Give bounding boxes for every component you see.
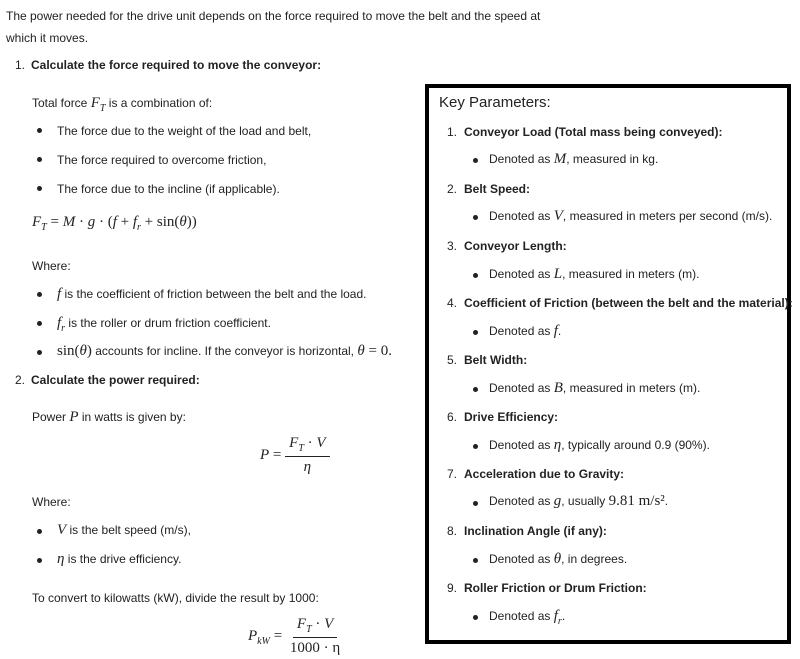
kp-label: Belt Speed: xyxy=(464,182,531,196)
kp-label: Conveyor Load (Total mass being conveyed): xyxy=(464,125,723,139)
step2-heading: Calculate the power required: xyxy=(31,373,200,387)
force-bullet-2: The force required to overcome friction, xyxy=(57,153,267,167)
intro-line-1: The power needed for the drive unit depends on the force required to move the belt and the speed at xyxy=(6,9,541,23)
where-f: f is the coefficient of friction between the belt and the load. xyxy=(57,286,367,302)
kp-desc: Denoted as V, measured in meters per second (m/s). xyxy=(489,208,773,224)
step1-where: Where: xyxy=(32,259,71,273)
kp-number: 4. xyxy=(447,296,458,310)
kp-number: 8. xyxy=(447,524,458,538)
bullet xyxy=(37,321,42,326)
kp-desc: Denoted as $f_r$. xyxy=(489,608,566,627)
kp-symbol-fr: $f_r$ xyxy=(553,608,562,627)
kp-number: 7. xyxy=(447,467,458,481)
kp-desc: Denoted as L, measured in meters (m). xyxy=(489,266,700,282)
kw-denominator: 1000 · η xyxy=(289,640,341,656)
bullet xyxy=(473,330,478,335)
kp-label: Inclination Angle (if any): xyxy=(464,524,607,538)
kp-desc: Denoted as M, measured in kg. xyxy=(489,151,659,167)
kp-label: Coefficient of Friction (between the belt and the material): xyxy=(464,296,793,310)
force-bullet-3: The force due to the incline (if applicable). xyxy=(57,182,280,196)
kp-label: Acceleration due to Gravity: xyxy=(464,467,625,481)
power-line: Power P in watts is given by: xyxy=(32,409,186,425)
symbol-ft: $F_T$ xyxy=(90,95,106,114)
force-formula: $F_T = M \cdot g \cdot (f + f_r + \sin(\theta))$ xyxy=(32,214,197,233)
kp-label: Belt Width: xyxy=(464,353,528,367)
total-force-pre: Total force xyxy=(32,96,88,110)
total-force-post: is a combination of: xyxy=(108,96,213,110)
step1-heading: Calculate the force required to move the conveyor: xyxy=(31,58,322,72)
bullet xyxy=(37,529,42,534)
kp-desc: Denoted as η, typically around 0.9 (90%). xyxy=(489,437,710,453)
kp-number: 2. xyxy=(447,182,458,196)
bullet xyxy=(473,558,478,563)
bullet xyxy=(473,387,478,392)
kp-label: Roller Friction or Drum Friction: xyxy=(464,581,647,595)
intro-line-2: which it moves. xyxy=(6,31,89,45)
kp-number: 6. xyxy=(447,410,458,424)
kp-label: Conveyor Length: xyxy=(464,239,567,253)
kp-number: 5. xyxy=(447,353,458,367)
bullet xyxy=(473,273,478,278)
kp-desc: Denoted as B, measured in meters (m). xyxy=(489,380,701,396)
where-v: V is the belt speed (m/s), xyxy=(57,522,191,538)
where-sin: sin(θ) accounts for incline. If the conveyor is horizontal, θ = 0. xyxy=(57,343,392,359)
kw-text: To convert to kilowatts (kW), divide the result by 1000: xyxy=(32,591,319,605)
kw-formula: $P_{kW}$ = $\frac{F_T \cdot V}{1000 \cdot \eta}$ xyxy=(248,616,344,657)
kp-desc: Denoted as f. xyxy=(489,323,562,339)
bullet xyxy=(473,444,478,449)
bullet xyxy=(37,350,42,355)
where-eta: η is the drive efficiency. xyxy=(57,551,182,567)
bullet xyxy=(37,292,42,297)
bullet xyxy=(473,501,478,506)
bullet xyxy=(37,186,42,191)
key-parameters-title: Key Parameters: xyxy=(439,94,551,111)
power-formula: P = $\frac{F_T \cdot V}{\eta}$ xyxy=(260,435,330,476)
bullet xyxy=(473,158,478,163)
total-force-line xyxy=(32,95,212,114)
bullet xyxy=(473,215,478,220)
kp-desc: Denoted as g, usually 9.81 m/s². xyxy=(489,493,669,509)
step2-number: 2. xyxy=(15,373,26,387)
force-bullet-1: The force due to the weight of the load and belt, xyxy=(57,124,312,138)
where-fr: $f_r$ is the roller or drum friction coefficient. xyxy=(57,315,271,334)
bullet xyxy=(37,157,42,162)
kp-number: 3. xyxy=(447,239,458,253)
kp-label: Drive Efficiency: xyxy=(464,410,559,424)
kp-number: 1. xyxy=(447,125,458,139)
bullet xyxy=(473,615,478,620)
step1-number: 1. xyxy=(15,58,26,72)
step2-where: Where: xyxy=(32,495,71,509)
bullet xyxy=(37,558,42,563)
kp-desc: Denoted as θ, in degrees. xyxy=(489,551,628,567)
bullet xyxy=(37,128,42,133)
kp-number: 9. xyxy=(447,581,458,595)
